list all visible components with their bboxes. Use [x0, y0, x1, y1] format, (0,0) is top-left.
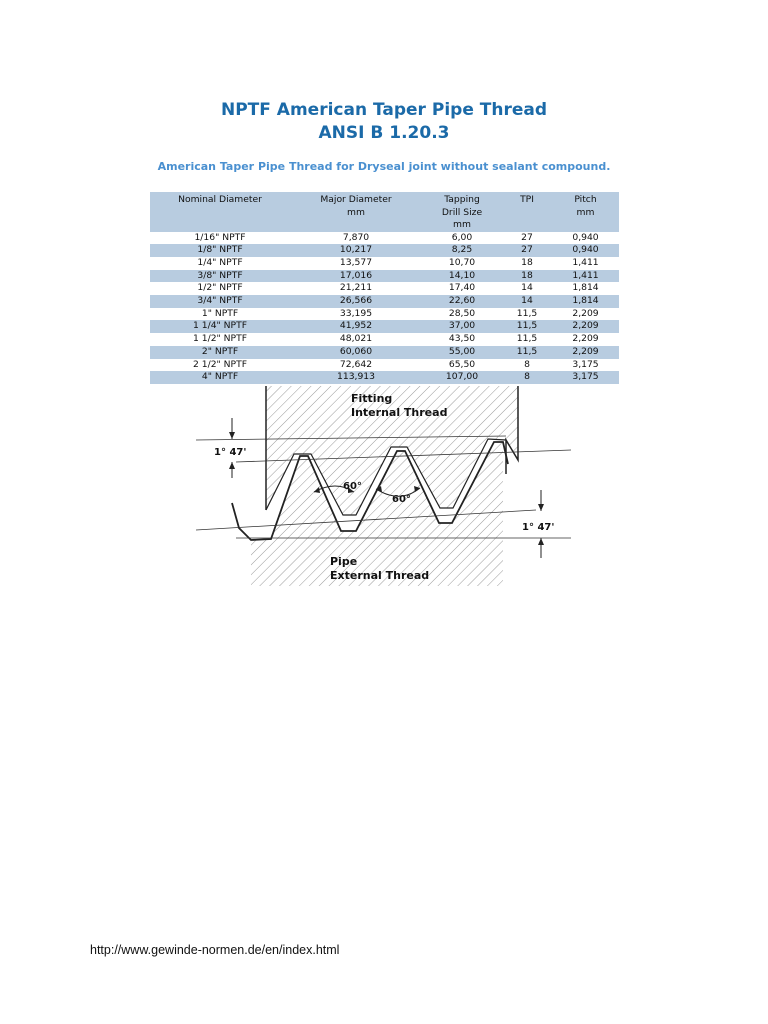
cell-pitch: 1,814 — [552, 295, 619, 308]
thread-profile-diagram — [196, 382, 576, 592]
cell-pitch: 3,175 — [572, 358, 599, 370]
cell-tapping-drill-size: 14,10 — [422, 270, 502, 283]
cell-tpi: 8 — [502, 371, 552, 384]
cell-major-diameter: 41,952 — [290, 320, 422, 333]
col-header-major-diameter: Major Diameter mm — [290, 192, 422, 232]
cell-major-diameter: 10,217 — [290, 244, 422, 257]
table-row — [150, 320, 619, 333]
table-row — [150, 308, 619, 321]
table-row — [150, 270, 619, 283]
table-row — [150, 346, 619, 359]
table-row — [150, 244, 619, 257]
fitting-label-2: Internal Thread — [351, 406, 448, 419]
cell-major-diameter: 17,016 — [290, 270, 422, 283]
cell-tapping-drill-size: 10,70 — [448, 256, 476, 268]
page-title: NPTF American Taper Pipe Thread — [220, 100, 548, 120]
cell-nominal-diameter: 3/4" NPTF — [150, 295, 290, 308]
cell-nominal-diameter: 1/16" NPTF — [194, 231, 246, 243]
cell-tapping-drill-size: 107,00 — [422, 371, 502, 384]
cell-major-diameter: 21,211 — [339, 282, 373, 294]
col-header-tpi: TPI — [502, 192, 552, 232]
table-row — [150, 232, 619, 245]
cell-nominal-diameter: 1/4" NPTF — [197, 256, 243, 268]
cell-tapping-drill-size: 8,25 — [422, 244, 502, 257]
cell-tpi: 11,5 — [502, 346, 552, 359]
table-header-row — [150, 192, 619, 232]
cell-tapping-drill-size: 17,40 — [448, 282, 476, 294]
cell-tpi: 11,5 — [516, 307, 538, 319]
cell-tpi: 14 — [521, 282, 533, 294]
cell-pitch: 2,209 — [552, 320, 619, 333]
cell-major-diameter: 48,021 — [339, 333, 373, 345]
cell-tpi: 27 — [502, 244, 552, 257]
cell-tapping-drill-size: 6,00 — [451, 231, 473, 243]
cell-tapping-drill-size: 28,50 — [448, 307, 476, 319]
table-row — [150, 359, 619, 372]
cell-pitch: 2,209 — [552, 346, 619, 359]
col-header-pitch: Pitch mm — [552, 192, 619, 232]
cell-tpi: 27 — [521, 231, 533, 243]
cell-tapping-drill-size: 43,50 — [448, 333, 476, 345]
cell-tapping-drill-size: 65,50 — [448, 358, 476, 370]
cell-pitch: 0,940 — [572, 231, 599, 243]
cell-major-diameter: 13,577 — [339, 256, 373, 268]
cell-tpi: 18 — [521, 256, 533, 268]
cell-tpi: 14 — [502, 295, 552, 308]
cell-pitch: 0,940 — [552, 244, 619, 257]
cell-nominal-diameter: 1 1/2" NPTF — [192, 333, 247, 345]
taper-angle-label-right: 1° 47' — [522, 522, 555, 533]
cell-nominal-diameter: 1/2" NPTF — [197, 282, 243, 294]
table-row — [150, 282, 619, 295]
cell-tpi: 18 — [502, 270, 552, 283]
cell-nominal-diameter: 4" NPTF — [150, 371, 290, 384]
cell-pitch: 1,814 — [572, 282, 599, 294]
pipe-label-1: Pipe — [330, 555, 358, 568]
cell-pitch: 1,411 — [572, 256, 599, 268]
cell-major-diameter: 113,913 — [290, 371, 422, 384]
cell-tpi: 8 — [524, 358, 530, 370]
page-subtitle: American Taper Pipe Thread for Dryseal joint without sealant compound. — [157, 160, 611, 173]
cell-tpi: 11,5 — [502, 320, 552, 333]
cell-tapping-drill-size: 55,00 — [422, 346, 502, 359]
angle-label-left: 60° — [343, 481, 362, 492]
cell-pitch: 1,411 — [552, 270, 619, 283]
cell-major-diameter: 26,566 — [290, 295, 422, 308]
fitting-label-1: Fitting — [351, 392, 393, 405]
cell-tapping-drill-size: 22,60 — [422, 295, 502, 308]
cell-major-diameter: 60,060 — [290, 346, 422, 359]
cell-major-diameter: 33,195 — [339, 307, 373, 319]
table-row — [150, 295, 619, 308]
cell-nominal-diameter: 3/8" NPTF — [150, 270, 290, 283]
cell-major-diameter: 7,870 — [342, 231, 370, 243]
thread-dimensions-table — [150, 192, 619, 384]
cell-nominal-diameter: 1" NPTF — [201, 307, 239, 319]
standard-number: ANSI B 1.20.3 — [318, 123, 450, 143]
cell-nominal-diameter: 1 1/4" NPTF — [150, 320, 290, 333]
col-header-nominal-diameter: Nominal Diameter — [150, 192, 290, 232]
cell-nominal-diameter: 2" NPTF — [150, 346, 290, 359]
cell-major-diameter: 72,642 — [339, 358, 373, 370]
cell-pitch: 3,175 — [552, 371, 619, 384]
taper-angle-label-left: 1° 47' — [214, 447, 247, 458]
col-header-tapping-drill-size: Tapping Drill Size mm — [422, 192, 502, 232]
pipe-label-2: External Thread — [330, 569, 430, 582]
table-row — [150, 257, 619, 270]
cell-tpi: 11,5 — [516, 333, 538, 345]
table-body — [150, 232, 619, 384]
angle-label-right: 60° — [392, 494, 411, 505]
source-url: http://www.gewinde-normen.de/en/index.html — [90, 943, 340, 957]
cell-pitch: 2,209 — [572, 333, 599, 345]
cell-nominal-diameter: 1/8" NPTF — [150, 244, 290, 257]
cell-nominal-diameter: 2 1/2" NPTF — [192, 358, 247, 370]
cell-pitch: 2,209 — [572, 307, 599, 319]
cell-tapping-drill-size: 37,00 — [422, 320, 502, 333]
table-row — [150, 333, 619, 346]
